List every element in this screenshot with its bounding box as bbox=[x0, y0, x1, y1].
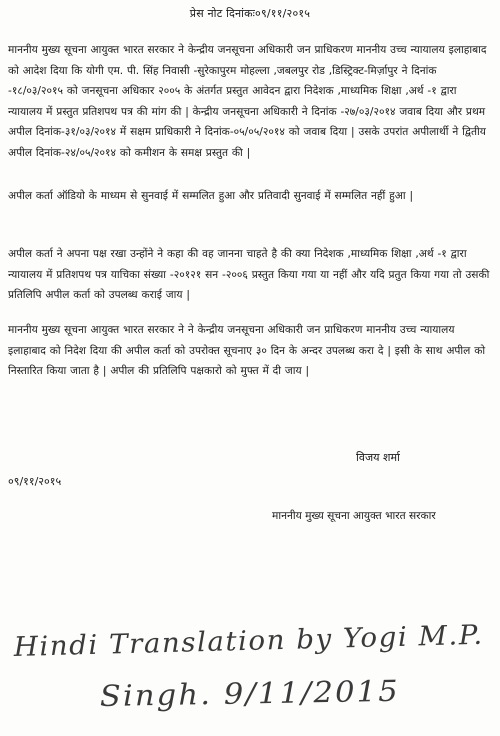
document-date: ०९/११/२०१५ bbox=[8, 475, 62, 488]
paragraph-hearing-attendance: अपील कर्ता ऑडियो के माध्यम से सुनवाई में सम्मलित हुआ और प्रतिवादी सुनवाई में सम्मलित नहीं हुआ | bbox=[8, 190, 414, 202]
signer-designation: माननीय मुख्य सूचना आयुक्त भारत सरकार bbox=[272, 510, 436, 522]
handwritten-line-2: Singh. 9/11/2015 bbox=[99, 674, 385, 713]
press-note-title: प्रेस नोट दिनांकः०९/११/२०१५ bbox=[189, 7, 311, 20]
paragraph-order-summary: माननीय मुख्य सूचना आयुक्त भारत सरकार ने केन्द्रीय जनसूचना अधिकारी जन प्राधिकरण माननीय उच्च न्यायालय इलाहाबाद को आदेश दिया कि योगी एम. पी. सिंह निवासी -सुरेकापुरम मोहल्ला ,जबलपुर रोड ,डिस्ट्रिक्ट-मिर्ज़ापुर ने दिनांक -१८/०३/२०१५ को जनसूचना अधिकार २००५ के अंतर्गत प्रस्तुत आवेदन द्वारा निदेशक ,माध्यमिक शिक्षा ,अर्थ -१ द्वारा न्यायालय में प्रस्तुत प्रतिशपथ पत्र की मांग की | केन्द्रीय जनसूचना अधिकारी ने दिनांक -२७/०३/२०१४ जवाब दिया और प्रथम अपील दिनांक-३१/०३/२०१४ में सक्षम प्राधिकारी ने दिनांक-०५/०५/२०१४ को जवाब दिया | उसके उपरांत अपीलार्थी ने द्वितीय अपील दिनांक-२४/०५/२०१४ को कमीशन के समक्ष प्रस्तुत की | bbox=[8, 44, 487, 159]
signer-name: विजय शर्मा bbox=[356, 451, 400, 464]
handwritten-line-1: Hindi Translation by Yogi M.P. bbox=[13, 620, 473, 663]
paragraph-appellant-argument: अपील कर्ता ने अपना पक्ष रखा उन्होंने ने कहा की वह जानना चाहते है की क्या निदेशक ,माध्यमिक शिक्षा ,अर्थ -१ द्वारा न्यायालय में प्रतिशपथ पत्र याचिका संख्या -२०१२१ सन -२००६ प्रस्तुत किया गया या नहीं और यदि प्रतुत किया गया तो उसकी प्रतिलिपि अपील कर्ता को उपलब्ध कराई जाय | bbox=[8, 248, 490, 301]
handwritten-translation-note bbox=[0, 614, 500, 724]
paragraph-final-order: माननीय मुख्य सूचना आयुक्त भारत सरकार ने ने केन्द्रीय जनसूचना अधिकारी जन प्राधिकरण माननीय उच्च न्यायालय इलाहाबाद को निदेश दिया की अपील कर्ता को उपरोक्त सूचनाए ३० दिन के अन्दर उपलब्ध करा दे | इसी के साथ अपील को निस्तारित किया जाता है | अपील की प्रतिलिपि पक्षकारो को मुफ्त में दी जाय | bbox=[8, 324, 486, 377]
